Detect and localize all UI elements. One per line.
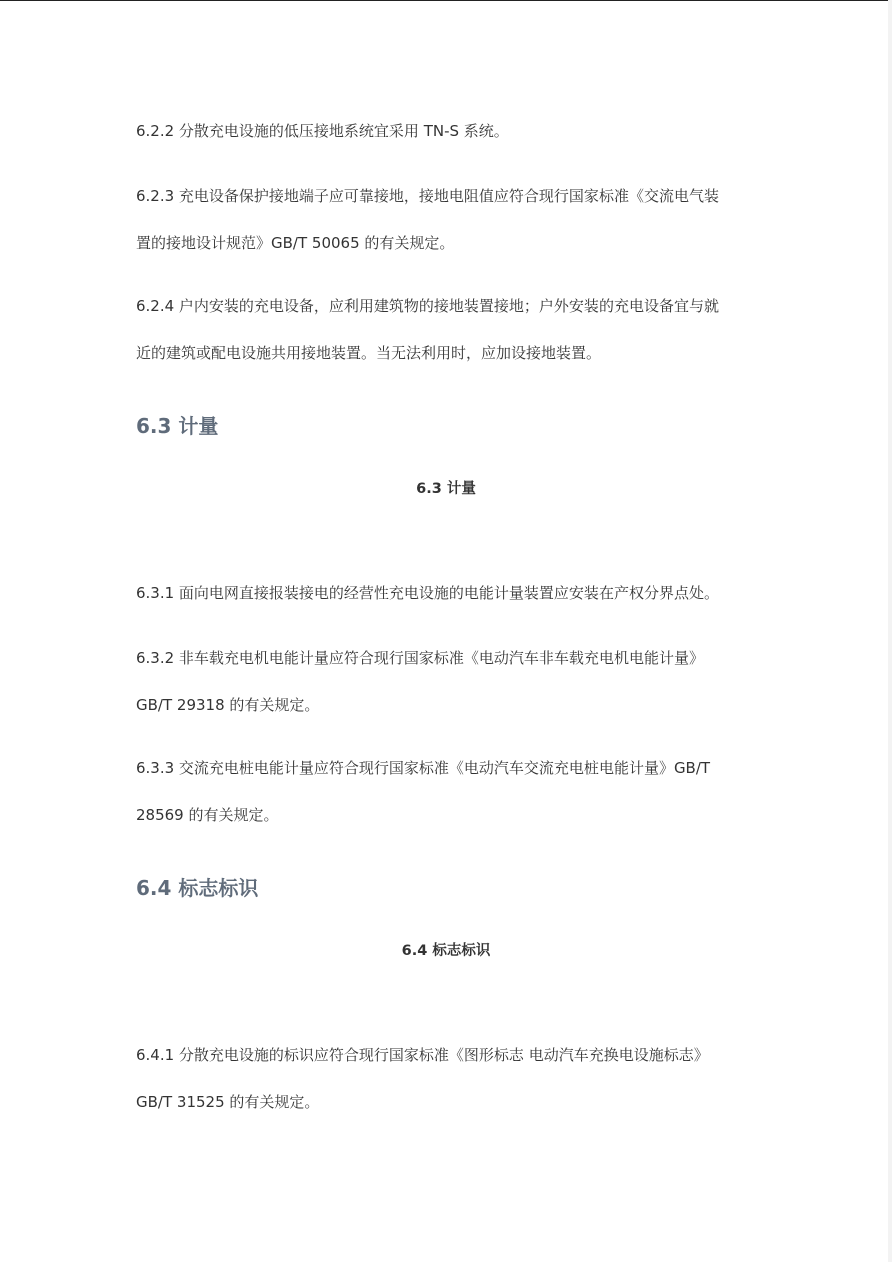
clause-line: 近的建筑或配电设施共用接地装置。当无法利用时，应加设接地装置。 xyxy=(136,344,602,362)
clause-line: GB/T 29318 的有关规定。 xyxy=(136,696,320,714)
section-heading-6-4: 6.4 标志标识 xyxy=(136,876,259,900)
clause-6-3-2 xyxy=(136,635,756,729)
section-heading-6-3: 6.3 计量 xyxy=(136,414,219,438)
clause-line: 6.3.3 交流充电桩电能计量应符合现行国家标准《电动汽车交流充电桩电能计量》GB/T xyxy=(136,759,711,777)
page-top-border xyxy=(0,0,892,1)
clause-6-4-1 xyxy=(136,1032,756,1126)
clause-line: 28569 的有关规定。 xyxy=(136,806,279,824)
clause-line: 6.4.1 分散充电设施的标识应符合现行国家标准《图形标志 电动汽车充换电设施标志》 xyxy=(136,1046,709,1064)
clause-6-2-3 xyxy=(136,173,756,267)
page-right-edge xyxy=(888,0,892,1262)
clause-line: 6.2.3 充电设备保护接地端子应可靠接地，接地电阻值应符合现行国家标准《交流电气装 xyxy=(136,187,719,205)
section-subheading-6-3: 6.3 计量 xyxy=(416,481,476,497)
clause-6-2-2 xyxy=(136,108,756,155)
clause-line: 6.3.2 非车载充电机电能计量应符合现行国家标准《电动汽车非车载充电机电能计量》 xyxy=(136,649,704,667)
clause-line: GB/T 31525 的有关规定。 xyxy=(136,1093,320,1111)
clause-6-2-4 xyxy=(136,283,756,377)
clause-line: 6.2.4 户内安装的充电设备，应利用建筑物的接地装置接地；户外安装的充电设备宜与就 xyxy=(136,297,719,315)
clause-6-3-3 xyxy=(136,745,756,839)
clause-line: 置的接地设计规范》GB/T 50065 的有关规定。 xyxy=(136,234,455,252)
clause-line: 6.3.1 面向电网直接报装接电的经营性充电设施的电能计量装置应安装在产权分界点处。 xyxy=(136,584,719,602)
clause-6-3-1 xyxy=(136,570,756,617)
clause-line: 6.2.2 分散充电设施的低压接地系统宜采用 TN-S 系统。 xyxy=(136,122,509,140)
section-subheading-6-4: 6.4 标志标识 xyxy=(401,943,491,959)
